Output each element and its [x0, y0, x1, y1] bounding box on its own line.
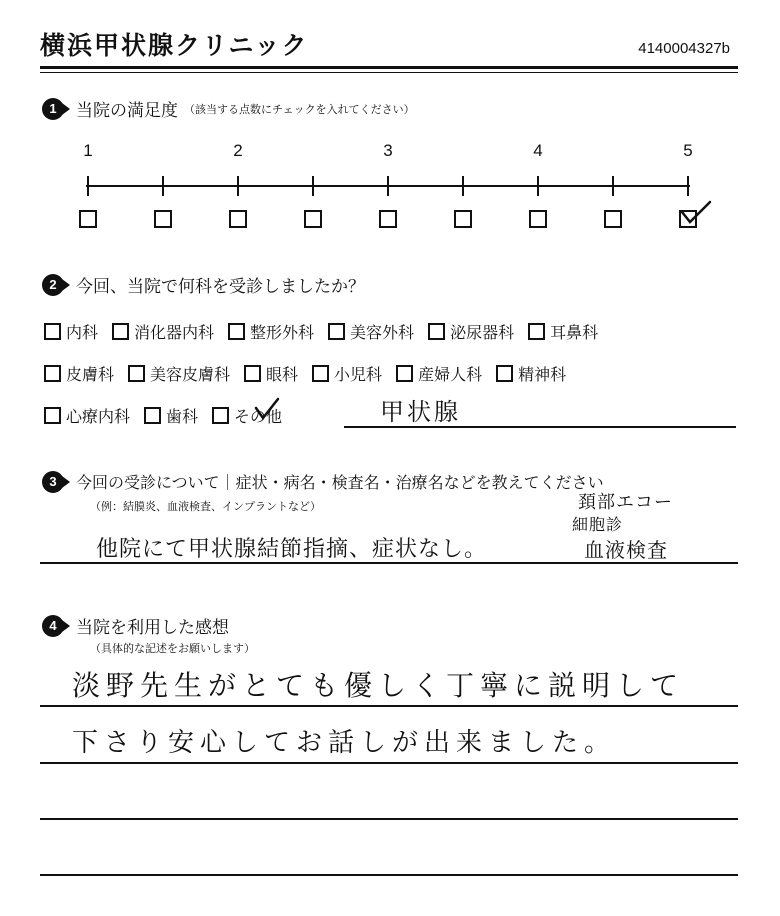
scale-label-1: 1: [83, 141, 93, 160]
q2-number-badge: 2: [42, 274, 64, 296]
q3-arrow-icon: [62, 476, 70, 488]
q4-answer-line-1: 淡野先生がとても優しく丁寧に説明して: [72, 669, 685, 702]
scale-tick: [612, 176, 614, 196]
q2-arrow-icon: [62, 279, 70, 291]
scale-tick: [537, 176, 539, 196]
q3-answer-side-1: 頚部エコー: [578, 492, 673, 513]
scale-label-4: 4: [533, 141, 543, 160]
dept-checkbox-checked[interactable]: [212, 407, 229, 424]
dept-shinryo-naika[interactable]: 心療内科: [44, 404, 130, 427]
dept-jibika[interactable]: 耳鼻科: [528, 320, 598, 343]
dept-checkbox[interactable]: [228, 323, 245, 340]
department-row-2: [44, 362, 566, 385]
q3-answer-side-2: 細胞診: [572, 515, 624, 534]
q4-arrow-icon: [62, 620, 70, 632]
satisfaction-checkbox-checked[interactable]: [679, 210, 697, 228]
q1-heading: [42, 96, 415, 121]
satisfaction-checkbox[interactable]: [454, 210, 472, 228]
q1-title: 当院の満足度: [76, 101, 178, 121]
scale-tick: [387, 176, 389, 196]
q4-title: 当院を利用した感想: [76, 618, 229, 638]
q3-answer-side-3: 血液検査: [584, 538, 668, 562]
dept-biyo-hifuka[interactable]: 美容皮膚科: [128, 362, 230, 385]
clinic-name: 横浜甲状腺クリニック: [40, 31, 309, 60]
q4-write-line-1: [40, 705, 738, 707]
dept-hifuka[interactable]: 皮膚科: [44, 362, 114, 385]
q4-number-badge: 4: [42, 615, 64, 637]
satisfaction-checkbox[interactable]: [229, 210, 247, 228]
dept-ganka[interactable]: 眼科: [244, 362, 298, 385]
scale-label-5: 5: [683, 141, 693, 160]
scale-tick: [462, 176, 464, 196]
dept-shika[interactable]: 歯科: [144, 404, 198, 427]
dept-checkbox[interactable]: [144, 407, 161, 424]
q4-note: （具体的な記述をお願いします）: [90, 642, 255, 655]
q1-note: （該当する点数にチェックを入れてください）: [184, 102, 415, 116]
dept-checkbox[interactable]: [496, 365, 513, 382]
other-dept-answer: 甲状腺: [380, 398, 461, 426]
dept-seishinka[interactable]: 精神科: [496, 362, 566, 385]
header-rule-thick: [40, 66, 738, 69]
dept-checkbox[interactable]: [44, 407, 61, 424]
header-rule-thin: [40, 72, 738, 73]
q4-heading: [42, 613, 229, 638]
q2-title: 今回、当院で何科を受診しましたか？: [76, 277, 365, 297]
q3-title: 今回の受診について｜症状・病名・検査名・治療名などを教えてください: [76, 473, 604, 492]
scale-label-3: 3: [383, 141, 393, 160]
q3-example: （例：結膜炎、血液検査、インプラントなど）: [90, 500, 321, 513]
dept-biyo-geka[interactable]: 美容外科: [328, 320, 414, 343]
dept-checkbox[interactable]: [396, 365, 413, 382]
dept-checkbox[interactable]: [428, 323, 445, 340]
satisfaction-checkbox[interactable]: [154, 210, 172, 228]
dept-sanfujinka[interactable]: 産婦人科: [396, 362, 482, 385]
dept-naika[interactable]: 内科: [44, 320, 98, 343]
q4-write-line-2: [40, 762, 738, 764]
q1-arrow-icon: [62, 103, 70, 115]
q1-number-badge: 1: [42, 98, 64, 120]
q3-heading: [42, 470, 604, 493]
dept-checkbox[interactable]: [328, 323, 345, 340]
satisfaction-checkbox[interactable]: [604, 210, 622, 228]
scale-tick: [162, 176, 164, 196]
satisfaction-checkbox[interactable]: [304, 210, 322, 228]
dept-shonika[interactable]: 小児科: [312, 362, 382, 385]
dept-checkbox[interactable]: [128, 365, 145, 382]
scale-tick: [312, 176, 314, 196]
other-dept-write-line: [344, 426, 736, 428]
dept-checkbox[interactable]: [44, 365, 61, 382]
dept-checkbox[interactable]: [112, 323, 129, 340]
dept-checkbox[interactable]: [528, 323, 545, 340]
q4-answer-line-2: 下さり安心してお話しが出来ました。: [72, 728, 617, 758]
satisfaction-checkbox[interactable]: [379, 210, 397, 228]
q3-write-line: [40, 562, 738, 564]
scale-tick: [237, 176, 239, 196]
q3-number-badge: 3: [42, 471, 64, 493]
dept-shokaki-naika[interactable]: 消化器内科: [112, 320, 214, 343]
scale-label-2: 2: [233, 141, 243, 160]
dept-checkbox[interactable]: [312, 365, 329, 382]
department-row-1: [44, 320, 598, 343]
dept-sonota[interactable]: その他: [212, 404, 282, 427]
department-row-3: [44, 404, 282, 427]
dept-checkbox[interactable]: [244, 365, 261, 382]
dept-seikei-geka[interactable]: 整形外科: [228, 320, 314, 343]
q2-heading: [42, 272, 365, 297]
q3-answer-main: 他院にて甲状腺結節指摘、症状なし。: [96, 537, 488, 562]
dept-checkbox[interactable]: [44, 323, 61, 340]
q4-write-line-4: [40, 874, 738, 876]
q4-write-line-3: [40, 818, 738, 820]
satisfaction-checkbox[interactable]: [79, 210, 97, 228]
dept-hinyokika[interactable]: 泌尿器科: [428, 320, 514, 343]
form-id: 4140004327b: [638, 40, 730, 57]
satisfaction-checkbox[interactable]: [529, 210, 547, 228]
scale-tick: [687, 176, 689, 196]
scale-tick: [87, 176, 89, 196]
